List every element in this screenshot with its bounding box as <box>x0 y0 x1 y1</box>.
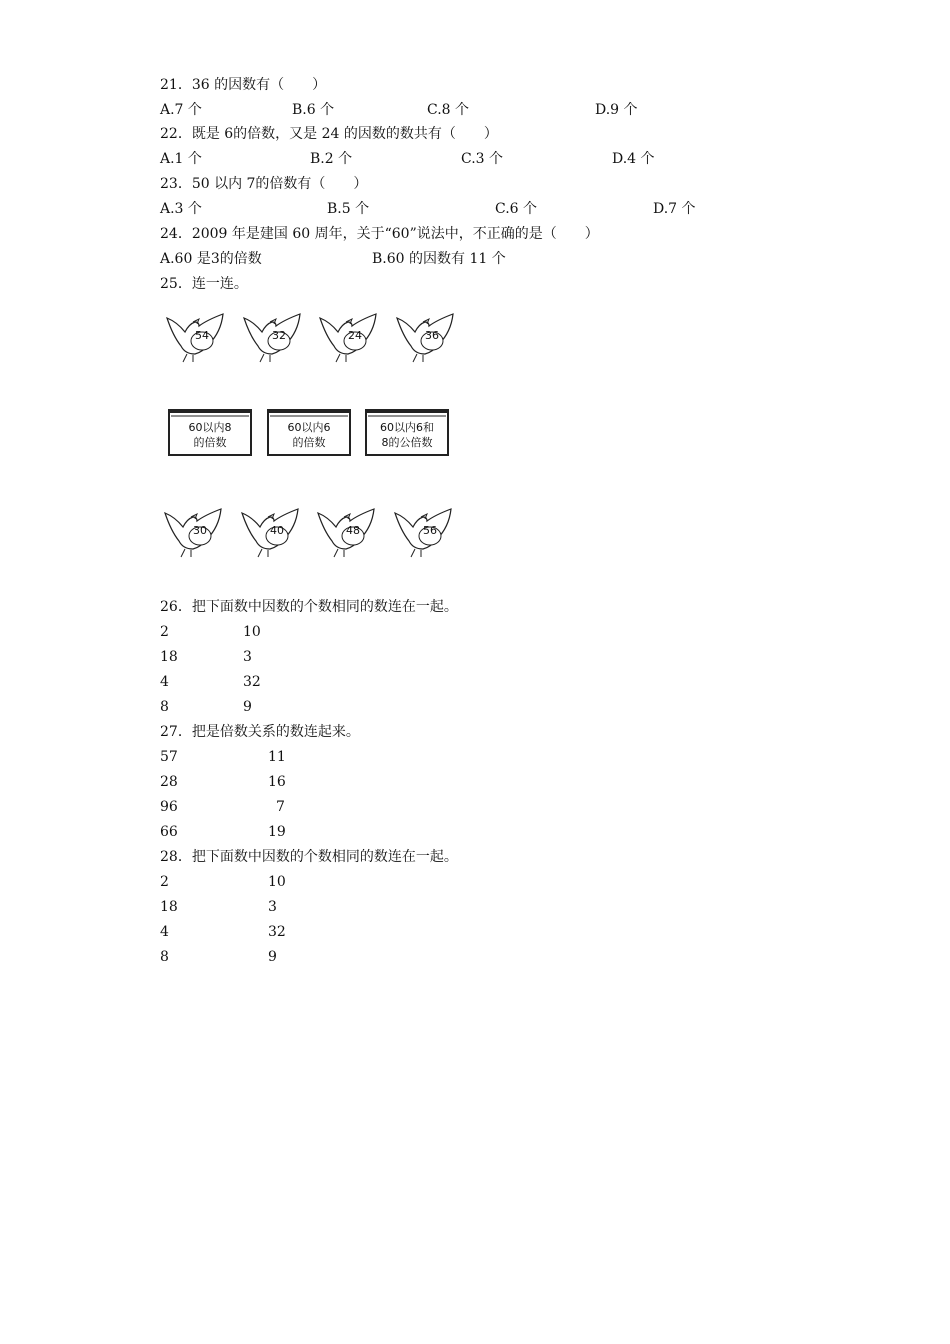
q22-option-c: C.3 个 <box>461 151 504 167</box>
q26-left-number: 2 <box>160 624 169 640</box>
q28-right-number: 32 <box>268 924 286 940</box>
q28-stem: 28．把下面数中因数的个数相同的数连在一起。 <box>160 849 458 865</box>
q27-right-number: 19 <box>268 824 286 840</box>
q26-left-number: 8 <box>160 699 169 715</box>
q28-right-number: 10 <box>268 874 286 890</box>
q21-option-d: D.9 个 <box>595 102 638 118</box>
q23-option-b: B.5 个 <box>327 201 370 217</box>
box-line-1: 60以内8 <box>188 421 232 434</box>
q27-right-number: 16 <box>268 774 286 790</box>
q22-option-d: D.4 个 <box>612 151 655 167</box>
q28-left-number: 4 <box>160 924 169 940</box>
q23-option-a: A.3 个 <box>160 201 202 217</box>
dove-icon <box>161 505 231 559</box>
q22-option-b: B.2 个 <box>310 151 353 167</box>
box-line-1: 60以内6 <box>287 421 331 434</box>
dove-icon <box>163 310 233 364</box>
q27-left-number: 96 <box>160 799 178 815</box>
q24-stem: 24．2009 年是建国 60 周年，关于“60”说法中，不正确的是（ ） <box>160 226 599 242</box>
box-line-2: 的倍数 <box>292 436 326 449</box>
q23-stem: 23．50 以内 7的倍数有（ ） <box>160 176 368 192</box>
q21-stem: 21．36 的因数有（ ） <box>160 77 327 93</box>
q26-stem: 26．把下面数中因数的个数相同的数连在一起。 <box>160 599 458 615</box>
q27-left-number: 28 <box>160 774 178 790</box>
q26-right-number: 32 <box>243 674 261 690</box>
dove-icon <box>393 310 463 364</box>
q27-right-number: 7 <box>276 799 285 815</box>
q28-right-number: 3 <box>268 899 277 915</box>
category-box <box>267 408 351 456</box>
dove-number: 40 <box>270 524 284 537</box>
dove-icon <box>238 505 308 559</box>
box-line-2: 8的公倍数 <box>381 436 433 449</box>
q28-left-number: 2 <box>160 874 169 890</box>
dove-number: 24 <box>348 329 362 342</box>
q24-option-a: A.60 是3的倍数 <box>160 251 262 267</box>
q26-right-number: 10 <box>243 624 261 640</box>
dove-number: 32 <box>272 329 286 342</box>
dove-number: 30 <box>193 524 207 537</box>
q26-left-number: 18 <box>160 649 178 665</box>
q27-stem: 27．把是倍数关系的数连起来。 <box>160 724 360 740</box>
q22-option-a: A.1 个 <box>160 151 202 167</box>
q28-right-number: 9 <box>268 949 277 965</box>
q21-option-c: C.8 个 <box>427 102 470 118</box>
q22-stem: 22．既是 6的倍数，又是 24 的因数的数共有（ ） <box>160 126 498 142</box>
box-line-2: 的倍数 <box>193 436 227 449</box>
dove-icon <box>240 310 310 364</box>
dove-number: 48 <box>346 524 360 537</box>
q27-left-number: 57 <box>160 749 178 765</box>
dove-number: 36 <box>425 329 439 342</box>
dove-number: 54 <box>195 329 209 342</box>
q26-right-number: 3 <box>243 649 252 665</box>
q21-option-a: A.7 个 <box>160 102 202 118</box>
q28-left-number: 8 <box>160 949 169 965</box>
q26-right-number: 9 <box>243 699 252 715</box>
q23-option-d: D.7 个 <box>653 201 696 217</box>
dove-icon <box>314 505 384 559</box>
q23-option-c: C.6 个 <box>495 201 538 217</box>
category-box <box>168 408 252 456</box>
dove-icon <box>391 505 461 559</box>
q24-option-b: B.60 的因数有 11 个 <box>372 251 506 267</box>
category-box <box>365 408 449 456</box>
q28-left-number: 18 <box>160 899 178 915</box>
box-line-1: 60以内6和 <box>380 421 434 434</box>
q27-left-number: 66 <box>160 824 178 840</box>
q27-right-number: 11 <box>268 749 286 765</box>
q25-stem: 25．连一连。 <box>160 276 248 292</box>
dove-number: 56 <box>423 524 437 537</box>
q26-left-number: 4 <box>160 674 169 690</box>
dove-icon <box>316 310 386 364</box>
q21-option-b: B.6 个 <box>292 102 335 118</box>
